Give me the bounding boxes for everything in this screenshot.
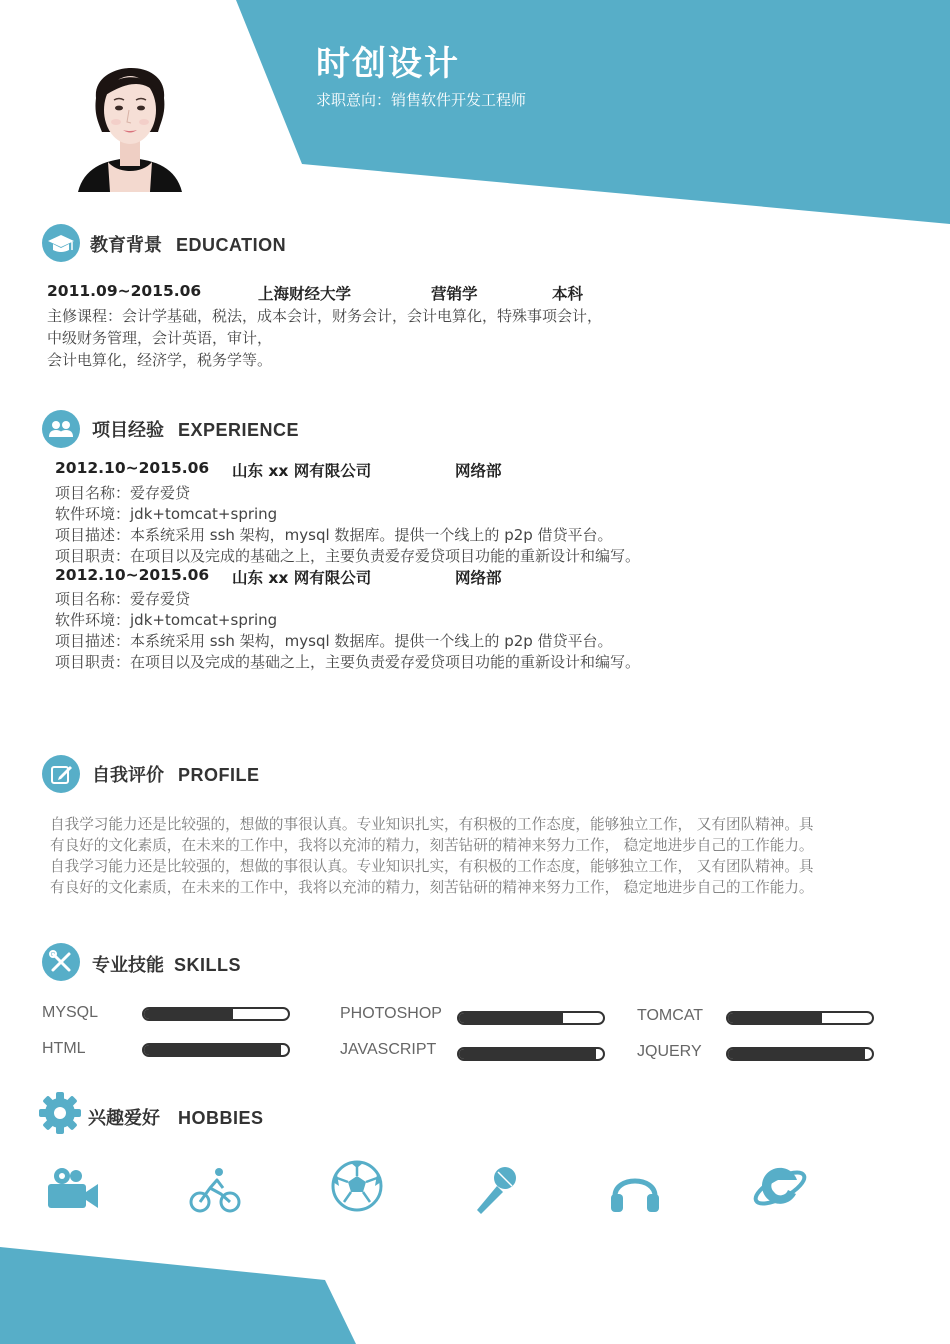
graduation-cap-icon <box>42 224 80 262</box>
skill-bar-fill <box>144 1045 281 1055</box>
hobbies-title <box>88 1104 264 1130</box>
experience-dept: 网络部 <box>455 462 502 480</box>
experience-detail-line: 项目职责：在项目以及完成的基础之上，主要负责爱存爱贷项目功能的重新设计和编写。 <box>55 653 641 671</box>
skill-label: MYSQL <box>42 1004 99 1021</box>
experience-title-cn: 项目经验 <box>92 420 164 441</box>
skill-label: PHOTOSHOP <box>340 1005 442 1022</box>
skill-bar-fill <box>459 1049 596 1059</box>
education-course-line: 中级财务管理，会计英语，审计， <box>47 329 273 347</box>
experience-title <box>92 416 299 442</box>
experience-company: 山东 xx 网有限公司 <box>232 569 372 587</box>
profile-title-cn: 自我评价 <box>92 765 164 786</box>
education-title-cn: 教育背景 <box>90 235 162 256</box>
skill-bar <box>142 1043 290 1057</box>
video-camera-icon <box>42 1162 102 1218</box>
gear-icon <box>37 1090 83 1136</box>
skill-label: JAVASCRIPT <box>340 1041 437 1058</box>
education-title <box>90 231 286 257</box>
job-intent: 求职意向：销售软件开发工程师 <box>316 91 527 109</box>
skill-bar-fill <box>459 1013 563 1023</box>
experience-detail-line: 项目描述：本系统采用 ssh 架构，mysql 数据库。提供一个线上的 p2p 借贷平台。 <box>55 632 613 650</box>
experience-detail-line: 项目描述：本系统采用 ssh 架构，mysql 数据库。提供一个线上的 p2p 借贷平台。 <box>55 526 613 544</box>
headphones-icon <box>605 1162 665 1218</box>
skill-bar <box>457 1011 605 1025</box>
edit-icon <box>42 755 80 793</box>
skill-bar <box>726 1011 874 1025</box>
skill-bar <box>142 1007 290 1021</box>
internet-icon <box>750 1158 810 1214</box>
candidate-name: 时创设计 <box>316 44 460 84</box>
skill-bar-fill <box>728 1013 822 1023</box>
experience-period: 2012.10~2015.06 <box>55 459 210 477</box>
education-degree: 本科 <box>552 285 584 303</box>
experience-period: 2012.10~2015.06 <box>55 566 210 584</box>
profile-line: 有良好的文化素质，在未来的工作中，我将以充沛的精力，刻苦钻研的精神来努力工作， 稳定地进步自己的工作能力。 <box>50 879 814 896</box>
experience-detail-line: 软件环境：jdk+tomcat+spring <box>55 611 278 629</box>
skill-bar-fill <box>728 1049 865 1059</box>
education-major: 营销学 <box>431 285 478 303</box>
avatar <box>74 44 186 192</box>
profile-line: 自我学习能力还是比较强的，想做的事很认真。专业知识扎实，有积极的工作态度，能够独立工作， 又有团队精神。具 <box>50 858 814 875</box>
hobbies-title-en: HOBBIES <box>178 1108 264 1128</box>
footer-banner <box>0 1247 356 1344</box>
education-period: 2011.09~2015.06 <box>47 282 202 300</box>
experience-section-icon <box>42 410 80 448</box>
experience-company: 山东 xx 网有限公司 <box>232 462 372 480</box>
skills-title-en: SKILLS <box>174 955 242 975</box>
skills-title-cn: 专业技能 <box>92 955 164 976</box>
experience-detail-line: 项目名称：爱存爱贷 <box>55 590 191 608</box>
profile-section-icon <box>42 755 80 793</box>
experience-detail-line: 项目职责：在项目以及完成的基础之上，主要负责爱存爱贷项目功能的重新设计和编写。 <box>55 547 641 565</box>
education-school: 上海财经大学 <box>258 285 352 303</box>
skill-bar <box>726 1047 874 1061</box>
profile-line: 自我学习能力还是比较强的，想做的事很认真。专业知识扎实，有积极的工作态度，能够独立工作， 又有团队精神。具 <box>50 816 814 833</box>
skills-section-icon <box>42 943 80 981</box>
skill-label: JQUERY <box>637 1043 702 1060</box>
profile-title <box>92 761 260 787</box>
skill-label: HTML <box>42 1040 86 1057</box>
header-banner <box>236 0 950 224</box>
skill-label: TOMCAT <box>637 1007 704 1024</box>
education-title-en: EDUCATION <box>176 235 287 255</box>
skill-bar-fill <box>144 1009 233 1019</box>
team-icon <box>42 410 80 448</box>
cycling-icon <box>185 1162 245 1218</box>
experience-detail-line: 软件环境：jdk+tomcat+spring <box>55 505 278 523</box>
microphone-icon <box>467 1162 527 1218</box>
education-course-line: 会计电算化，经济学，税务学等。 <box>47 351 273 369</box>
skill-bar <box>457 1047 605 1061</box>
experience-title-en: EXPERIENCE <box>178 420 300 440</box>
hobbies-title-cn: 兴趣爱好 <box>88 1108 160 1129</box>
soccer-ball-icon <box>327 1158 387 1214</box>
education-section-icon <box>42 224 80 262</box>
experience-dept: 网络部 <box>455 569 502 587</box>
profile-line: 有良好的文化素质，在未来的工作中，我将以充沛的精力，刻苦钻研的精神来努力工作， 稳定地进步自己的工作能力。 <box>50 837 814 854</box>
skills-title <box>92 951 241 977</box>
experience-detail-line: 项目名称：爱存爱贷 <box>55 484 191 502</box>
education-course-line: 主修课程：会计学基础，税法，成本会计，财务会计，会计电算化，特殊事项会计， <box>47 307 603 325</box>
tools-icon <box>42 943 80 981</box>
profile-title-en: PROFILE <box>178 765 260 785</box>
